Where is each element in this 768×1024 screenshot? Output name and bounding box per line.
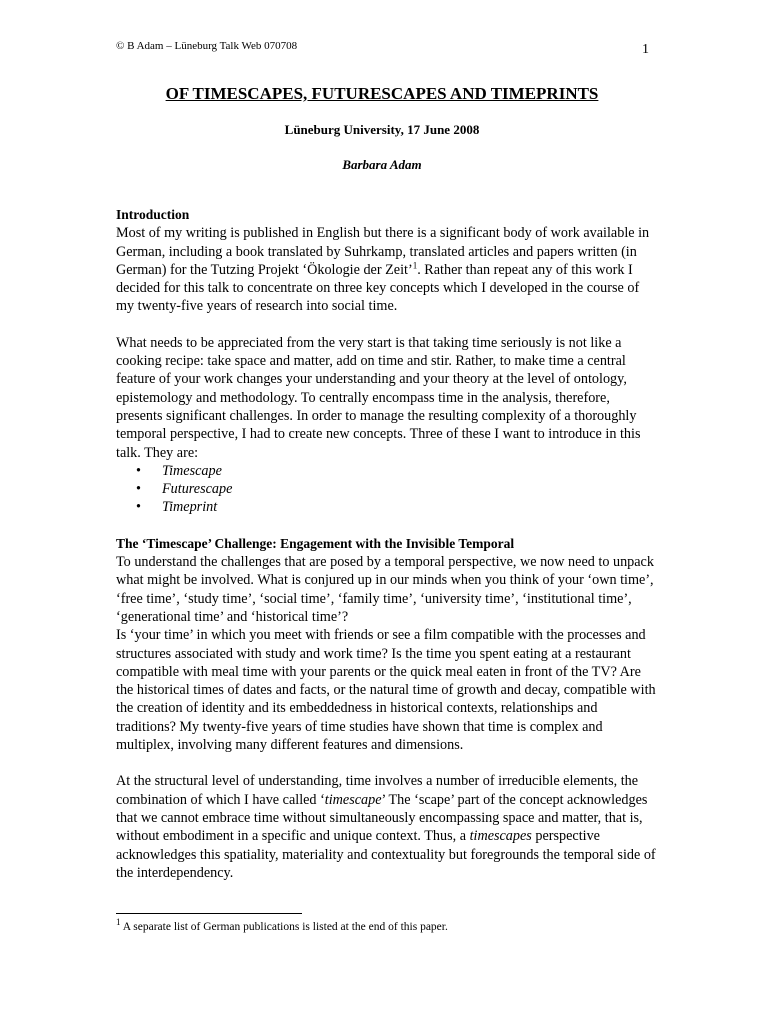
p3-part-c: perspective acknowledges this spatiality, materiality and contextuality but foregrounds the temporal side of the interdependency. (116, 828, 656, 881)
p3-emphasis-timescapes: timescapes (469, 828, 532, 845)
intro-p1-end: . Rather than repeat any of this work I decided for this talk to concentrate on three key concepts which I developed in the course of my twenty-five years of research into social time. (116, 261, 640, 315)
footnote-number: 1 (116, 917, 121, 928)
intro-paragraph-1 (116, 224, 656, 315)
page-number: 1 (642, 42, 649, 57)
p3-part-b: ’ The ‘scape’ part of the concept acknowledges that we cannot embrace time without simultaneously encompassing space and matter, that is, without embodiment in a specific and unique context. Thus, a (116, 791, 648, 845)
body-text (116, 206, 656, 882)
p3-part-a: At the structural level of understanding, time involves a number of irreducible elements, the combination of which I have called ‘ (116, 773, 639, 808)
section-paragraph-2: Is ‘your time’ in which you meet with friends or see a film compatible with the processes and structures associated with study and work time? Is the time you spent eating at a restaurant compatible with meal time with your parents or the quick meal eaten in front of the TV? Are the historical times of dates and facts, or the natural time of growth and decay, compatible with the creation of identity and its embeddedness in historical contexts, relationships and traditions? My twenty-five years of time studies have shown that time is complex and multiplex, involving many different features and dimensions. (116, 627, 656, 754)
list-item: • Timescape (116, 462, 656, 480)
p3-emphasis-timescape: timescape (324, 791, 382, 808)
footnote-divider (116, 913, 302, 914)
list-item: • Futurescape (116, 480, 656, 498)
running-header: © B Adam – Lüneburg Talk Web 070708 (116, 40, 298, 52)
section-heading: The ‘Timescape’ Challenge: Engagement with the Invisible Temporal (116, 535, 515, 551)
footnote (116, 917, 448, 933)
author-name: Barbara Adam (342, 157, 422, 172)
section-paragraph-1: To understand the challenges that are posed by a temporal perspective, we now need to unpack what might be involved. What is conjured up in our minds when you think of your ‘own time’, ‘free time’, ‘study time’, ‘social time’, ‘family time’, ‘university time’, ‘institutional time’, ‘generational time’ and ‘historical time’? (116, 554, 654, 625)
footnote-text: A separate list of German publications is listed at the end of this paper. (120, 921, 448, 933)
intro-p1-text: Most of my writing is published in English but there is a significant body of work available in German, including a book translated by Suhrkamp, translated articles and papers written (in German) for the Tutzing Projekt ‘Ökologie der Zeit’ (116, 225, 650, 278)
paper-title: OF TIMESCAPES, FUTURESCAPES AND TIMEPRINTS (165, 84, 599, 103)
venue-date: Lüneburg University, 17 June 2008 (284, 122, 480, 137)
concept-list (116, 462, 656, 517)
section-paragraph-3 (116, 772, 656, 882)
intro-paragraph-2: What needs to be appreciated from the very start is that taking time seriously is not like a cooking recipe: take space and matter, add on time and stir. Rather, to make time a central feature of your work changes your understanding and your theory at the level of ontology, epistemology and methodology. To centrally encompass time in the analysis, therefore, presents significant challenges. In order to manage the resulting complexity of a thoroughly temporal perspective, I had to create new concepts. Three of these I want to introduce in this talk. They are: (116, 334, 641, 461)
list-item: • Timeprint (116, 498, 656, 516)
footnote-ref[interactable]: 1 (412, 260, 418, 271)
intro-heading: Introduction (116, 207, 190, 222)
